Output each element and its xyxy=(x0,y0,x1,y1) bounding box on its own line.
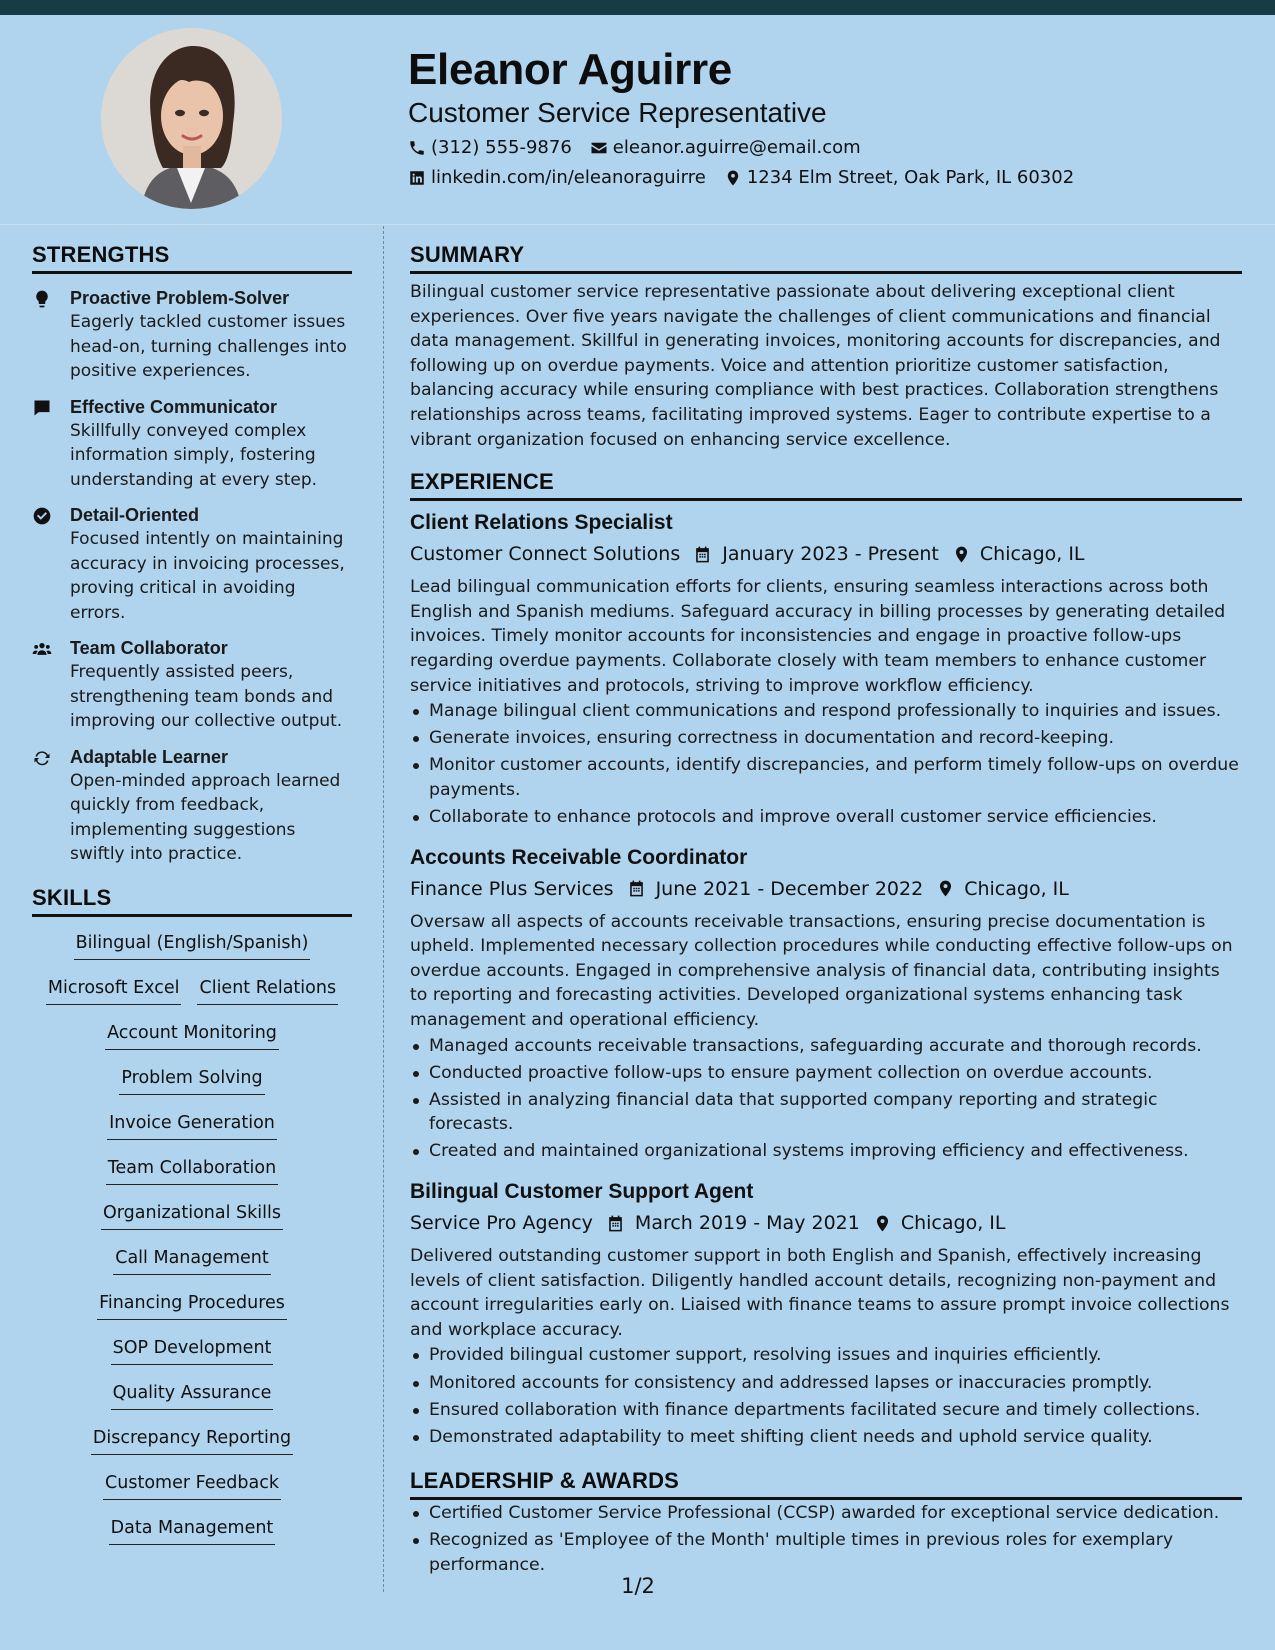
column-divider xyxy=(383,226,384,1592)
award-item: Recognized as 'Employee of the Month' multiple times in previous roles for exemplary performance. xyxy=(410,1528,1242,1577)
address-item xyxy=(724,166,1074,190)
header xyxy=(408,44,1248,190)
job-description: Lead bilingual communication efforts for clients, ensuring seamless interactions across both English and Spanish mediums. Safeguard accuracy in billing processes by generating detailed invoices. Timely monitor accounts for inconsistencies and engage in proactive follow-ups regarding overdue payments. Collaborate closely with team members to enhance customer service initiatives and protocols, striving to improve workflow efficiency. xyxy=(410,577,1226,696)
job-meta xyxy=(410,1208,1242,1238)
awards-list xyxy=(410,1501,1242,1577)
linkedin-text: linkedin.com/in/eleanoraguirre xyxy=(431,167,706,188)
strength-desc: Skillfully conveyed complex information simply, fostering understanding at every step. xyxy=(70,420,318,490)
summary-heading: SUMMARY xyxy=(410,240,1242,274)
top-accent-bar xyxy=(0,0,1275,15)
skill-row xyxy=(109,1512,276,1557)
bullet-item: Generate invoices, ensuring correctness in documentation and record-keeping. xyxy=(410,726,1242,751)
job-entry xyxy=(410,508,1242,829)
skill-row xyxy=(97,1287,287,1332)
skill-row xyxy=(111,1332,274,1377)
contact-row-1 xyxy=(408,136,1248,160)
bullet-item: Collaborate to enhance protocols and improve overall customer service efficiencies. xyxy=(410,805,1242,830)
phone-text: (312) 555-9876 xyxy=(431,137,572,158)
job-description: Delivered outstanding customer support in both English and Spanish, effectively increasing levels of client satisfaction. Diligently handled account details, recognizing non-payment and account irregularities early on. Liaised with finance teams to assure prompt invoice collections and workplace accuracy. xyxy=(410,1246,1230,1340)
strength-desc: Open-minded approach learned quickly from feedback, implementing suggestions swiftly into practice. xyxy=(70,770,341,864)
skill-tag: Discrepancy Reporting xyxy=(91,1426,293,1455)
bullet-item: Managed accounts receivable transactions, safeguarding accurate and thorough records. xyxy=(410,1034,1242,1059)
skill-row xyxy=(46,972,338,1017)
header-divider xyxy=(0,224,1275,225)
job-bullets xyxy=(410,699,1242,829)
strength-desc: Frequently assisted peers, strengthening team bonds and improving our collective output. xyxy=(70,662,343,731)
phone-item xyxy=(408,136,572,160)
phone-icon xyxy=(408,139,426,157)
skill-tag: Call Management xyxy=(113,1246,271,1275)
job-location-item xyxy=(923,874,1069,904)
skill-row xyxy=(103,1467,281,1512)
company-name: Service Pro Agency xyxy=(410,1212,593,1235)
job-title: Bilingual Customer Support Agent xyxy=(410,1180,754,1204)
skill-tag: Bilingual (English/Spanish) xyxy=(74,931,311,960)
map-marker-icon xyxy=(936,879,955,898)
skill-tag: Account Monitoring xyxy=(105,1021,279,1050)
skill-tag: Invoice Generation xyxy=(107,1111,277,1140)
job-entry xyxy=(410,843,1242,1164)
address-text: 1234 Elm Street, Oak Park, IL 60302 xyxy=(746,167,1075,188)
skill-row xyxy=(74,927,311,972)
strength-item xyxy=(32,503,352,625)
email-item[interactable] xyxy=(590,136,861,160)
skill-tag: Problem Solving xyxy=(119,1066,264,1095)
skills-list xyxy=(32,927,352,1557)
strength-name: Detail-Oriented xyxy=(70,505,200,525)
job-entry xyxy=(410,1177,1242,1449)
bullet-item: Provided bilingual customer support, resolving issues and inquiries efficiently. xyxy=(410,1343,1242,1368)
skill-tag: Data Management xyxy=(109,1516,276,1545)
job-title-headline: Customer Service Representative xyxy=(408,97,827,128)
skill-tag: Client Relations xyxy=(197,976,338,1005)
bullet-item: Demonstrated adaptability to meet shifting client needs and uphold service quality. xyxy=(410,1425,1242,1450)
users-icon xyxy=(32,639,52,659)
job-title: Client Relations Specialist xyxy=(410,511,673,535)
candidate-name: Eleanor Aguirre xyxy=(408,45,732,94)
job-location: Chicago, IL xyxy=(900,1212,1006,1235)
skill-tag: Quality Assurance xyxy=(111,1381,274,1410)
skill-tag: Microsoft Excel xyxy=(46,976,182,1005)
job-location-item xyxy=(939,539,1085,569)
job-description: Oversaw all aspects of accounts receivable transactions, ensuring precise documentation is upheld. Implemented necessary collection procedures while conducting effective follow-ups on overdue accounts. Engaged in comprehensive analysis of financial data, contributing insights to reporting and forecasting activities. Developed organizational systems enhancing task management and operational efficiency. xyxy=(410,911,1233,1030)
calendar-icon xyxy=(693,545,712,564)
map-marker-icon xyxy=(724,169,742,187)
skill-tag: Financing Procedures xyxy=(97,1291,287,1320)
map-marker-icon xyxy=(952,545,971,564)
skill-tag: Customer Feedback xyxy=(103,1471,281,1500)
strength-name: Adaptable Learner xyxy=(70,746,229,767)
map-marker-icon xyxy=(873,1214,892,1233)
bullet-item: Assisted in analyzing financial data that supported company reporting and strategic forecasts. xyxy=(410,1088,1242,1137)
job-bullets xyxy=(410,1343,1242,1449)
job-bullets xyxy=(410,1034,1242,1164)
skill-row xyxy=(107,1107,277,1152)
strength-name: Effective Communicator xyxy=(70,396,278,417)
strengths-heading: STRENGTHS xyxy=(32,240,352,274)
left-column xyxy=(32,240,352,1557)
strength-item xyxy=(32,286,352,384)
bullet-item: Conducted proactive follow-ups to ensure payment collection on overdue accounts. xyxy=(410,1061,1242,1086)
bullet-item: Manage bilingual client communications and respond professionally to inquiries and issues. xyxy=(410,699,1242,724)
strength-name: Team Collaborator xyxy=(70,638,228,658)
job-dates: January 2023 - Present xyxy=(722,543,939,566)
strength-item xyxy=(32,636,352,734)
profile-photo xyxy=(101,28,282,209)
job-meta xyxy=(410,539,1242,569)
skill-row xyxy=(105,1017,279,1062)
contact-row-2 xyxy=(408,166,1248,190)
job-location: Chicago, IL xyxy=(964,877,1069,900)
skill-tag: Team Collaboration xyxy=(106,1156,278,1185)
job-meta xyxy=(410,874,1242,904)
summary-text: Bilingual customer service representative passionate about delivering exceptional client experiences. Over five years navigate the challenges of client communications and financial data management. Skillful in generating invoices, monitoring accounts for discrepancies, and following up on overdue payments. Voice and attention prioritize customer satisfaction, balancing accuracy while ensuring compliance with best practices. Collaboration strengthens relationships across teams, facilitating improved systems. Eager to contribute expertise to a vibrant organization focused on enhancing service excellence. xyxy=(410,282,1221,450)
right-column xyxy=(410,240,1242,1580)
bullet-item: Monitor customer accounts, identify discrepancies, and perform timely follow-ups on overdue payments. xyxy=(410,753,1242,802)
bullet-item: Monitored accounts for consistency and addressed lapses or inaccuracies promptly. xyxy=(410,1371,1242,1396)
skill-row xyxy=(113,1242,271,1287)
strength-name: Proactive Problem-Solver xyxy=(70,288,290,308)
linkedin-item[interactable] xyxy=(408,166,706,190)
skill-row xyxy=(101,1197,283,1242)
skill-tag: SOP Development xyxy=(111,1336,274,1365)
email-text: eleanor.aguirre@email.com xyxy=(612,137,861,158)
skill-tag: Organizational Skills xyxy=(101,1201,283,1230)
bullet-item: Created and maintained organizational systems improving efficiency and effectiveness. xyxy=(410,1139,1242,1164)
skill-row xyxy=(106,1152,278,1197)
strengths-list xyxy=(32,286,352,867)
strength-desc: Focused intently on maintaining accuracy in invoicing processes, proving critical in avoiding errors. xyxy=(70,529,345,623)
job-dates: June 2021 - December 2022 xyxy=(655,877,924,900)
award-item: Certified Customer Service Professional (CCSP) awarded for exceptional service dedication. xyxy=(410,1501,1242,1526)
experience-heading: EXPERIENCE xyxy=(410,467,1242,501)
check-circle-icon xyxy=(32,506,52,526)
linkedin-icon xyxy=(408,169,426,187)
strength-item xyxy=(32,745,352,867)
envelope-icon xyxy=(590,139,608,157)
lightbulb-icon xyxy=(32,289,52,309)
company-name: Finance Plus Services xyxy=(410,877,614,900)
job-dates: March 2019 - May 2021 xyxy=(634,1212,860,1235)
comment-icon xyxy=(32,398,52,418)
job-location: Chicago, IL xyxy=(979,543,1085,566)
company-name: Customer Connect Solutions xyxy=(410,543,681,566)
skill-row xyxy=(111,1377,274,1422)
calendar-icon xyxy=(627,879,646,898)
bullet-item: Ensured collaboration with finance departments facilitated secure and timely collections. xyxy=(410,1398,1242,1423)
awards-heading: LEADERSHIP & AWARDS xyxy=(410,1466,1242,1500)
page-number: 1/2 xyxy=(621,1574,655,1598)
job-title: Accounts Receivable Coordinator xyxy=(410,845,748,869)
skill-row xyxy=(91,1422,293,1467)
skill-row xyxy=(119,1062,264,1107)
sync-icon xyxy=(32,748,52,768)
skills-heading: SKILLS xyxy=(32,883,352,917)
strength-item xyxy=(32,395,352,493)
calendar-icon xyxy=(606,1214,625,1233)
strength-desc: Eagerly tackled customer issues head-on, turning challenges into positive experiences. xyxy=(70,312,347,381)
job-location-item xyxy=(860,1208,1006,1238)
